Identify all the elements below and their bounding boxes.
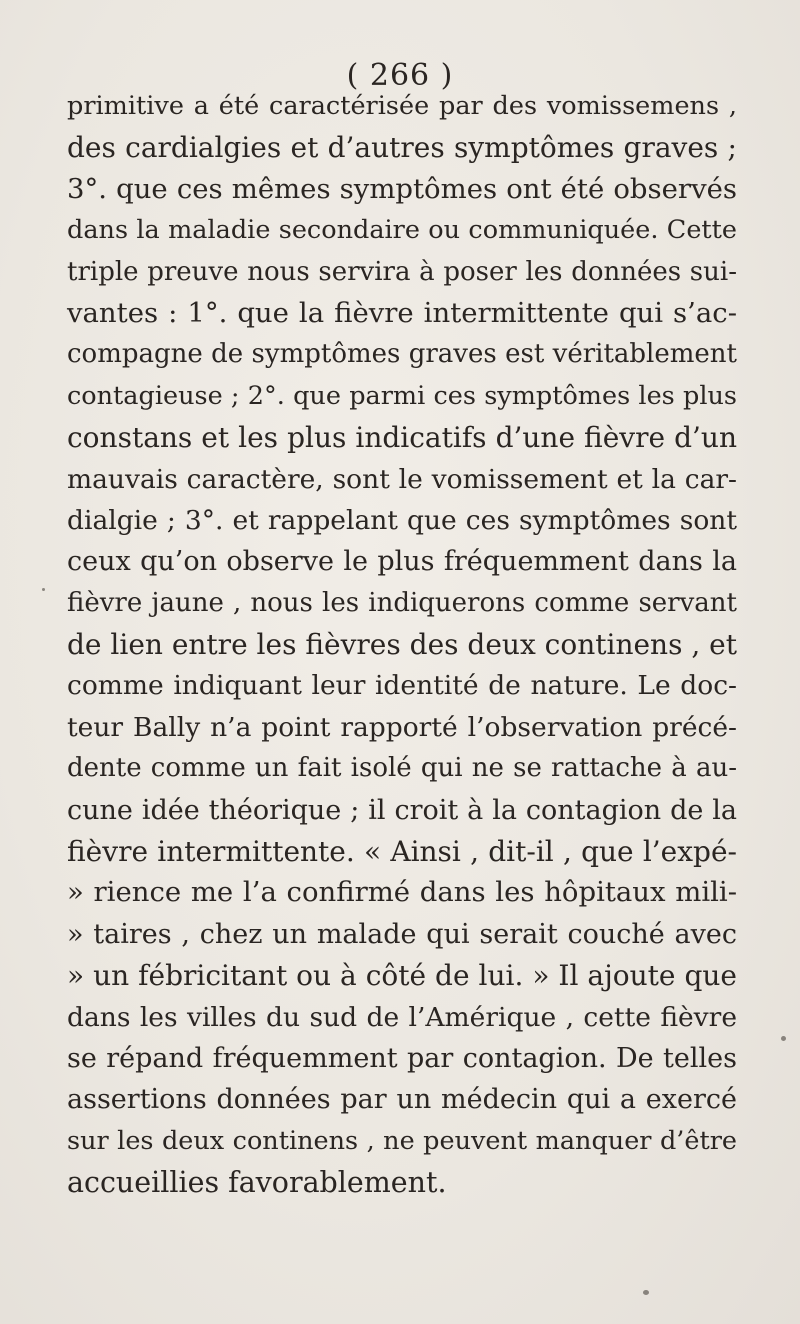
ink-speck	[42, 588, 45, 591]
text-line: dente comme un fait isolé qui ne se rattache à au-	[67, 753, 737, 784]
text-line: contagieuse ; 2°. que parmi ces symptômes les plus	[67, 380, 737, 411]
text-line: dialgie ; 3°. et rappelant que ces symptômes sont	[67, 504, 737, 536]
text-line-last: accueillies favorablement.	[67, 1166, 447, 1200]
text-line: de lien entre les fièvres des deux continens , et	[67, 628, 737, 662]
ink-speck	[643, 1290, 649, 1295]
text-line: comme indiquant leur identité de nature. Le doc-	[67, 670, 737, 702]
text-line: dans les villes du sud de l’Amérique , cette fièvre	[67, 1001, 737, 1033]
text-line: sur les deux continens , ne peuvent manquer d’être	[67, 1125, 737, 1156]
text-line: fièvre intermittente. « Ainsi , dit-il , que l’expé-	[67, 835, 737, 869]
text-line: assertions données par un médecin qui a exercé	[67, 1084, 737, 1116]
text-line: constans et les plus indicatifs d’une fièvre d’un	[67, 421, 737, 455]
text-line: ceux qu’on observe le plus fréquemment dans la	[67, 546, 737, 578]
text-line: teur Bally n’a point rapporté l’observation précé-	[67, 711, 737, 743]
text-line: triple preuve nous servira à poser les données sui-	[67, 256, 737, 287]
text-line: fièvre jaune , nous les indiquerons comme servant	[67, 587, 737, 618]
text-line: des cardialgies et d’autres symptômes graves ;	[67, 131, 737, 165]
text-line: cune idée théorique ; il croit à la contagion de la	[67, 794, 737, 826]
text-line: dans la maladie secondaire ou communiquée. Cette	[67, 215, 737, 246]
text-line: » taires , chez un malade qui serait couché avec	[67, 918, 737, 950]
ink-speck	[781, 1036, 786, 1041]
text-line: compagne de symptômes graves est véritablement	[67, 339, 737, 370]
text-line: primitive a été caractérisée par des vomissemens ,	[67, 91, 737, 121]
body-text	[67, 86, 737, 1204]
text-line: 3°. que ces mêmes symptômes ont été observés	[67, 172, 737, 205]
text-line: » rience me l’a confirmé dans les hôpitaux mili-	[67, 876, 737, 909]
text-line: mauvais caractère, sont le vomissement et la car-	[67, 463, 737, 495]
text-line: se répand fréquemment par contagion. De telles	[67, 1042, 737, 1074]
page-number: ( 266 )	[346, 58, 454, 93]
text-line: vantes : 1°. que la fièvre intermittente qui s’ac-	[67, 296, 737, 329]
text-line: » un fébricitant ou à côté de lui. » Il ajoute que	[67, 959, 737, 993]
